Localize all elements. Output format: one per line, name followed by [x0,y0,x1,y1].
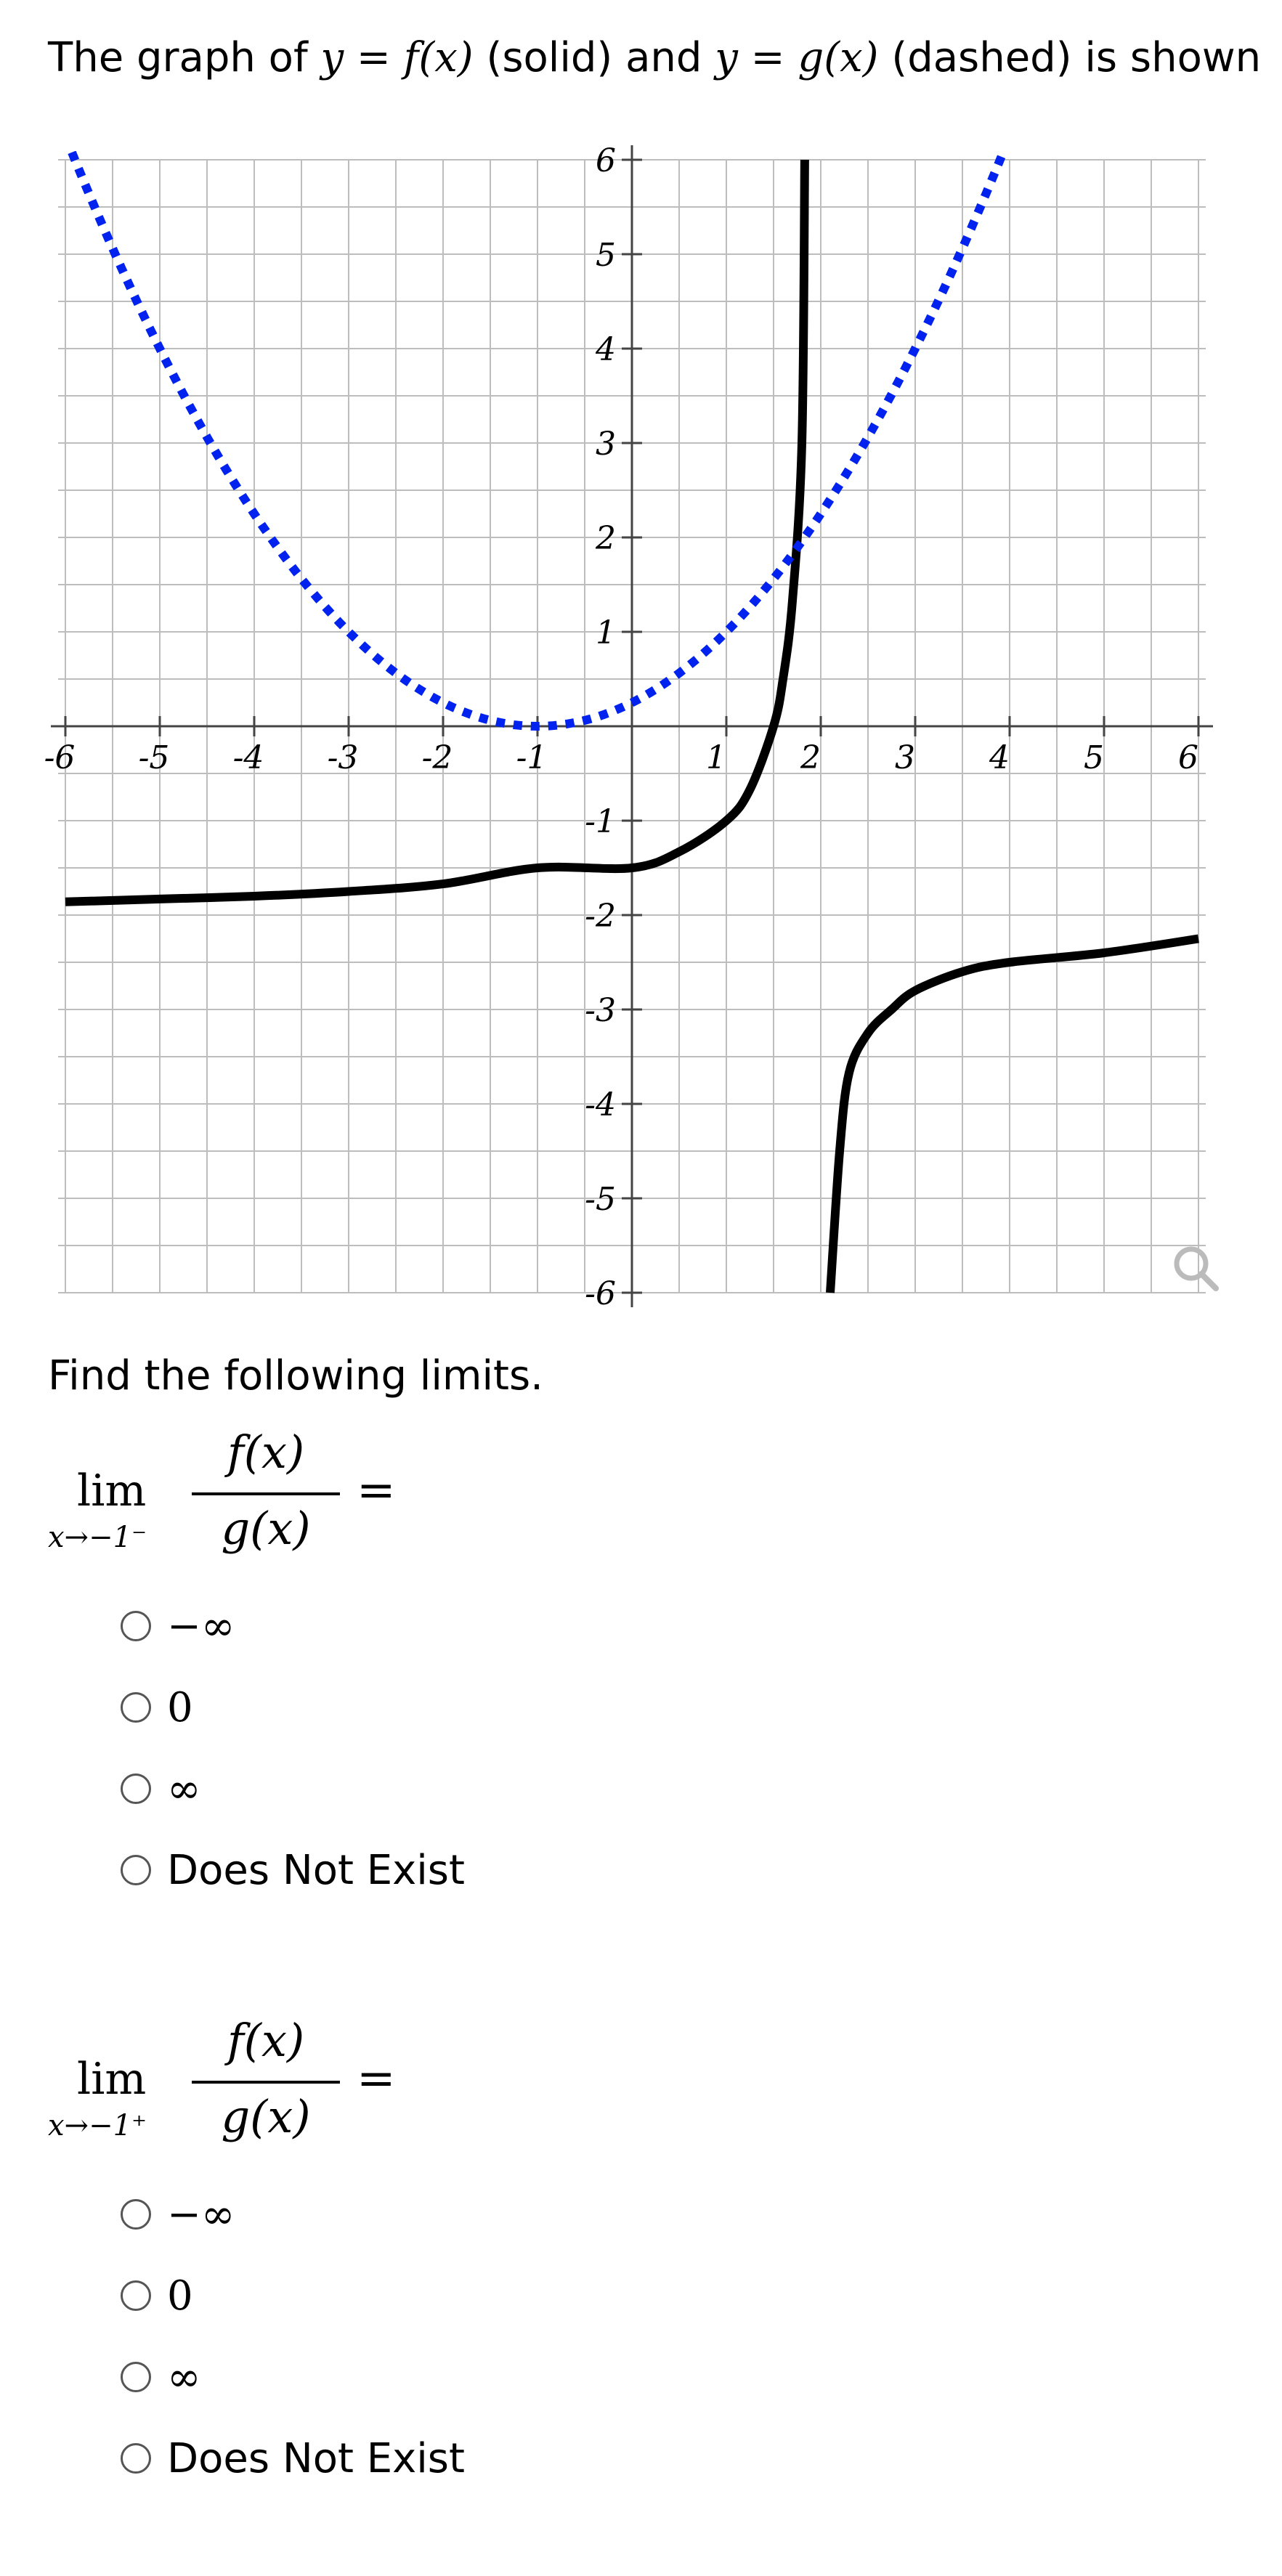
option-label: −∞ [167,1603,235,1650]
magnifier-icon[interactable] [1177,1249,1216,1288]
y-tick-label: -6 [585,1275,616,1312]
x-tick-label: 4 [989,739,1010,776]
option-label: 0 [167,1684,193,1731]
x-tick-label: -1 [516,739,548,776]
f-expression: f(x) [403,34,474,81]
intro-suffix: (dashed) is shown [891,34,1262,81]
limit-expression [48,2012,411,2157]
function-graph [0,116,1282,1322]
x-tick-label: -3 [327,739,359,776]
numerator: f(x) [227,1426,305,1479]
answer-option[interactable] [121,2186,629,2244]
answer-option[interactable] [121,1760,629,1819]
answer-option[interactable] [121,1598,629,1656]
equals-sign: = [357,1463,396,1517]
x-tick-label: -4 [232,739,264,776]
y-tick-label: -2 [585,898,616,935]
option-label: ∞ [167,2354,201,2401]
y-tick-label: -1 [585,803,616,840]
denominator: g(x) [221,1502,311,1555]
f-solid-curve-segment-2 [830,939,1198,1293]
fraction-bar [192,1492,340,1495]
option-label: ∞ [167,1766,201,1813]
instructions: Find the following limits. [48,1352,543,1399]
x-tick-label: 2 [800,739,821,776]
y-tick-label: -3 [585,992,616,1029]
equals-sign: = [737,34,798,81]
fraction-bar [192,2081,340,2084]
answer-option[interactable] [121,2349,629,2407]
y-tick-label: 6 [596,142,616,179]
answer-option[interactable] [121,1679,629,1737]
y-variable: y [715,34,738,81]
lim-subscript: x→−1⁻ [48,1521,147,1554]
x-tick-label: 5 [1084,739,1104,776]
answer-option[interactable] [121,1842,629,1900]
radio-button[interactable] [121,2199,151,2230]
y-tick-label: 3 [596,426,616,463]
f-solid-curve-segment-1 [65,160,805,902]
g-expression: g(x) [798,34,879,81]
option-label: Does Not Exist [167,1847,465,1894]
problem-statement [48,29,1261,87]
radio-button[interactable] [121,2280,151,2311]
lim-word: lim [77,1466,147,1516]
option-label: −∞ [167,2191,235,2238]
y-tick-label: -4 [585,1086,616,1124]
equals-sign: = [344,34,404,81]
y-tick-label: -5 [585,1181,616,1218]
radio-button[interactable] [121,1773,151,1804]
x-tick-label: 3 [895,739,915,776]
x-tick-label: 6 [1178,739,1198,776]
y-tick-label: 2 [596,520,616,557]
intro-prefix: The graph of [48,34,308,81]
radio-button[interactable] [121,2362,151,2392]
denominator: g(x) [221,2090,311,2143]
radio-button[interactable] [121,1692,151,1723]
option-label: Does Not Exist [167,2435,465,2482]
x-tick-label: -2 [421,739,453,776]
x-tick-label: -5 [138,739,170,776]
x-tick-label: 1 [706,739,726,776]
lim-word: lim [77,2054,147,2105]
answer-option[interactable] [121,2430,629,2488]
y-tick-label: 1 [596,614,616,651]
radio-button[interactable] [121,2443,151,2474]
intro-mid: (solid) and [486,34,702,81]
radio-button[interactable] [121,1855,151,1885]
answer-option[interactable] [121,2267,629,2325]
radio-button[interactable] [121,1611,151,1641]
y-tick-label: 4 [596,331,616,368]
option-label: 0 [167,2272,193,2320]
lim-subscript: x→−1⁺ [48,2109,147,2142]
equals-sign: = [357,2052,396,2105]
x-tick-label: -6 [44,739,76,776]
y-tick-label: 5 [596,237,616,274]
y-variable: y [320,34,344,81]
numerator: f(x) [227,2014,305,2067]
limit-expression [48,1423,411,1569]
graph-svg [0,116,1282,1322]
